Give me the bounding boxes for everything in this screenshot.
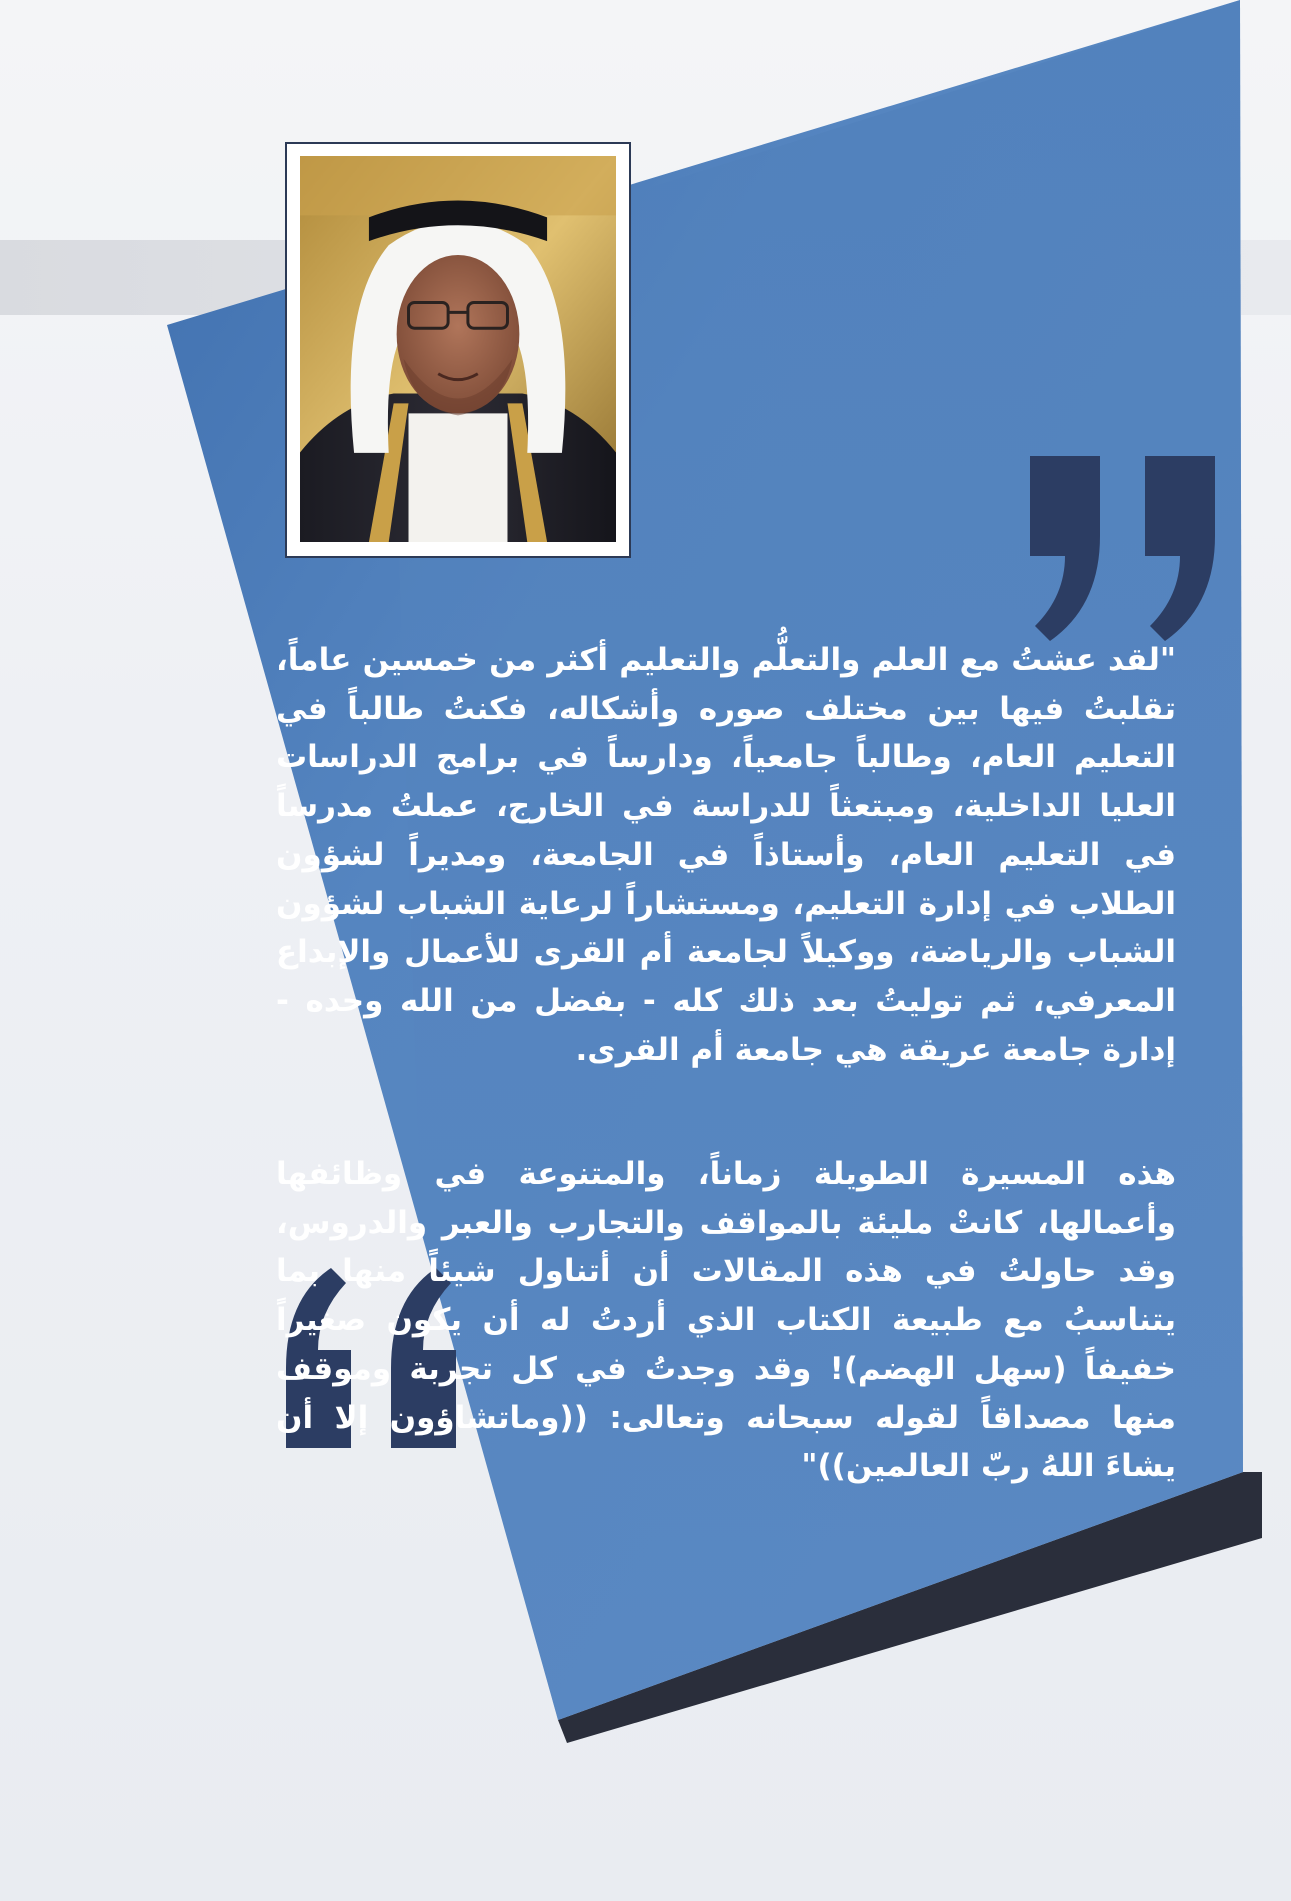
author-portrait [285, 142, 631, 558]
quote-paragraph-1: "لقد عشتُ مع العلم والتعلُّم والتعليم أكثر من خمسين عاماً، تقلبتُ فيها بين مختلف صوره وأشكاله، فكنتُ طالباً في التعليم العام، وطالباً جامعياً، ودارساً في برامج الدراسات العليا الداخلية، ومبتعثاً للدراسة في الخارج، عملتُ مدرساً في التعليم العام، وأستاذاً في الجامعة، ومديراً لشؤون الطلاب في إدارة التعليم، ومستشاراً لرعاية الشباب لشؤون الشباب والرياضة، ووكيلاً لجامعة أم القرى للأعمال والإبداع المعرفي، ثم توليتُ بعد ذلك كله - بفضل من الله وحده - إدارة جامعة عريقة هي جامعة أم القرى. [276, 642, 1176, 1068]
portrait-photo [300, 156, 616, 542]
quote-paragraph-2: هذه المسيرة الطويلة زماناً، والمتنوعة في وظائفها وأعمالها، كانتْ مليئة بالمواقف والتجارب والعبر والدروس، وقد حاولتُ في هذه المقالات أن أتناول شيئاً منها بما يتناسبُ مع طبيعة الكتاب الذي أردتُ له أن يكون صغيراً خفيفاً (سهل الهضم)! وقد وجدتُ في كل تجربة وموقف منها مصداقاً لقوله سبحانه وتعالى: ((وماتشاؤون إلا أن يشاءَ اللهُ ربّ العالمين))" [276, 1156, 1176, 1485]
closing-quote-icon [1030, 456, 1250, 641]
